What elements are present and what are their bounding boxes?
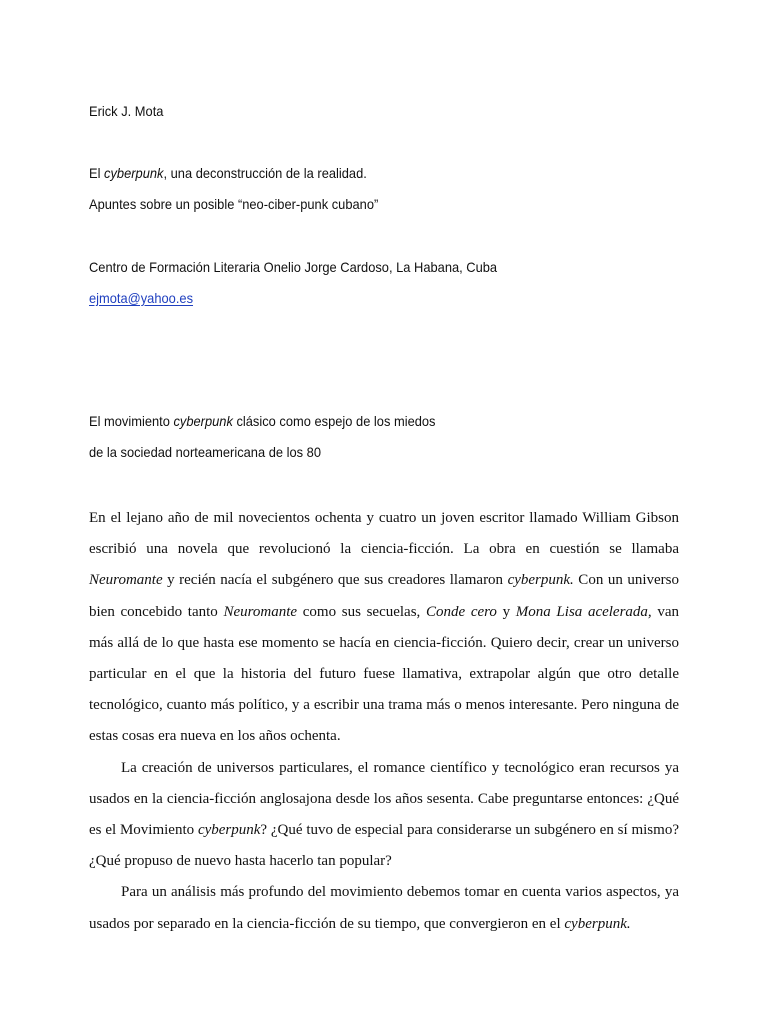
institution-line: Centro de Formación Literaria Onelio Jorge Cardoso, La Habana, Cuba [89, 259, 498, 275]
document-title: El cyberpunk, una deconstrucción de la realidad. [89, 165, 367, 181]
paragraph-1: En el lejano año de mil novecientos ochenta y cuatro un joven escritor llamado William Gibson escribió una novela que revolucionó la ciencia-ficción. La obra en cuestión se llamaba Neuromante y recién nacía el subgénero que sus creadores llamaron cyberpunk. Con un universo bien concebido tanto Neuromante como sus secuelas, Conde cero y Mona Lisa acelerada, van más allá de lo que hasta ese momento se hacía en ciencia-ficción. Quiero decir, crear un universo particular en el que la historia del futuro fuese llamativa, extrapolar algún que otro detalle tecnológico, cuanto más político, y a escribir una trama más o menos interesante. Pero ninguna de estas cosas era nueva en los años ochenta. [89, 510, 679, 745]
email-link-line [89, 288, 193, 308]
paragraph-3: Para un análisis más profundo del movimiento debemos tomar en cuenta varios aspectos, ya usados por separado en la ciencia-ficción de su tiempo, que convergieron en el cyberpunk. [89, 884, 679, 932]
section-heading-line-2: de la sociedad norteamericana de los 80 [89, 444, 321, 460]
author-name: Erick J. Mota [89, 103, 164, 119]
paragraph-2: La creación de universos particulares, el romance científico y tecnológico eran recursos ya usados en la ciencia-ficción anglosajona desde los años sesenta. Cabe preguntarse entonces: ¿Qué es el Movimiento cyberpunk? ¿Qué tuvo de especial para considerarse un subgénero en sí mismo? ¿Qué propuso de nuevo hasta hacerlo tan popular? [89, 759, 679, 870]
body-text [89, 503, 679, 940]
section-heading-line-1: El movimiento cyberpunk clásico como espejo de los miedos [89, 413, 436, 429]
document-subtitle: Apuntes sobre un posible “neo-ciber-punk cubano” [89, 196, 379, 212]
email-link[interactable]: ejmota@yahoo.es [89, 290, 194, 306]
